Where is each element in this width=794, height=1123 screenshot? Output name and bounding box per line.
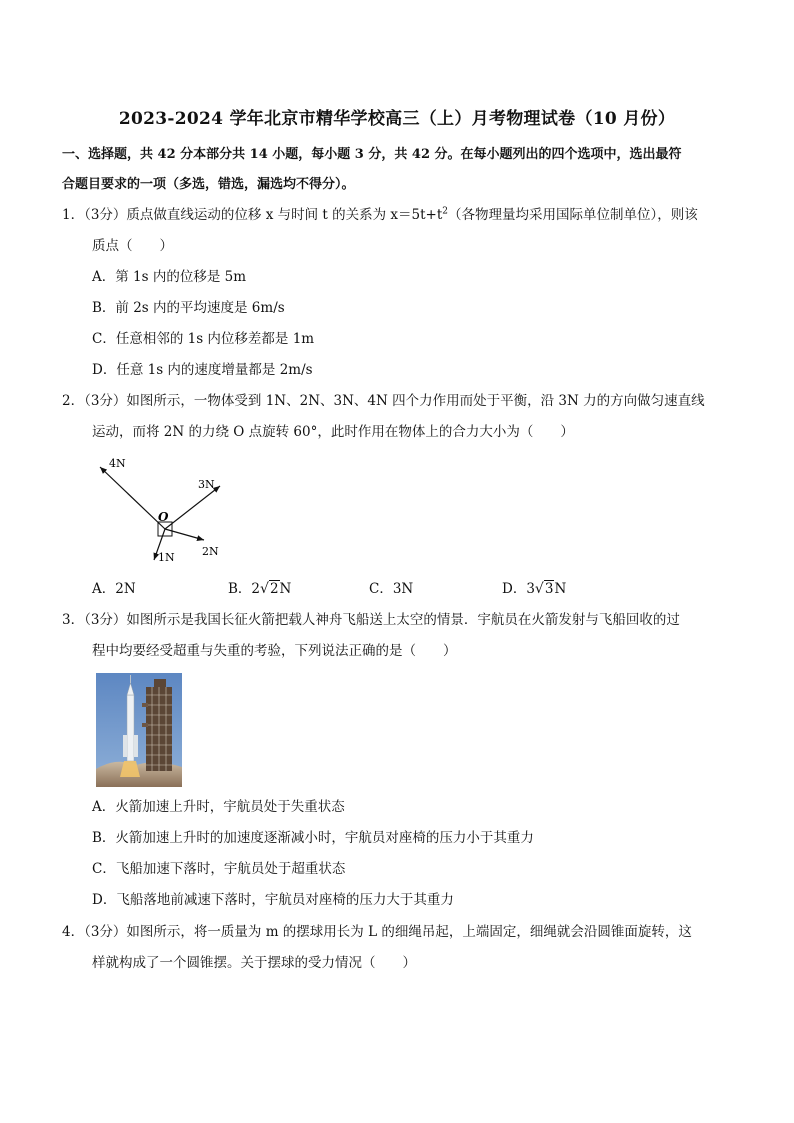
label-4n: 4N bbox=[109, 457, 126, 470]
q1-option-c[interactable]: C．任意相邻的 1s 内位移差都是 1m bbox=[92, 331, 315, 347]
section-heading-line1: 一、选择题，共 42 分本部分共 14 小题，每小题 3 分，共 42 分。在每小题列出的四个选项中，选出最符 bbox=[62, 147, 682, 162]
force-4n-arrow bbox=[100, 467, 165, 529]
q2-option-b[interactable] bbox=[228, 574, 291, 604]
q1-stem-text-end: （各物理量均采用国际单位制单位），则该 bbox=[448, 207, 698, 223]
q2-option-b-coef: B．2 bbox=[228, 581, 261, 597]
q3-option-b[interactable]: B．火箭加速上升时的加速度逐渐减小时，宇航员对座椅的压力小于其重力 bbox=[92, 830, 534, 846]
q2-option-d-radicand: 3 bbox=[544, 581, 554, 597]
q3-stem-line1: 3．（3分）如图所示是我国长征火箭把载人神舟飞船送上太空的情景．宇航员在火箭发射与飞船回收的过 bbox=[62, 612, 680, 628]
q1-option-a[interactable]: A．第 1s 内的位移是 5m bbox=[92, 269, 247, 285]
q2-option-d[interactable] bbox=[502, 574, 566, 604]
label-1n: 1N bbox=[158, 551, 175, 564]
q1-option-d[interactable]: D．任意 1s 内的速度增量都是 2m/s bbox=[92, 362, 313, 378]
q2-stem-line2: 运动，而将 2N 的力绕 O 点旋转 60°，此时作用在物体上的合力大小为（ ） bbox=[92, 424, 574, 440]
q1-stem-text: 1．（3分）质点做直线运动的位移 x 与时间 t 的关系为 x＝5t+t bbox=[62, 207, 443, 223]
q2-option-a[interactable]: A．2N bbox=[92, 581, 136, 597]
label-origin: O bbox=[158, 510, 169, 524]
section-heading bbox=[62, 140, 732, 200]
q3-option-d[interactable]: D．飞船落地前减速下落时，宇航员对座椅的压力大于其重力 bbox=[92, 892, 454, 908]
q2-stem-line1: 2．（3分）如图所示，一物体受到 1N、2N、3N、4N 四个力作用而处于平衡，沿 3N 力的方向做匀速直线 bbox=[62, 393, 705, 409]
q2-option-b-unit: N bbox=[279, 581, 292, 597]
q1-stem-line1 bbox=[62, 200, 732, 230]
sqrt-symbol: √3 bbox=[534, 581, 554, 597]
q2-option-d-unit: N bbox=[554, 581, 567, 597]
force-diagram bbox=[92, 448, 242, 572]
q3-stem-line2: 程中均要经受超重与失重的考验，下列说法正确的是（ ） bbox=[92, 643, 457, 659]
page-title: 2023-2024 学年北京市精华学校高三（上）月考物理试卷（10 月份） bbox=[118, 109, 676, 129]
rocket-launch-photo bbox=[96, 673, 182, 787]
q4-stem-line2: 样就构成了一个圆锥摆。关于摆球的受力情况（ ） bbox=[92, 955, 416, 971]
force-3n-arrow bbox=[165, 486, 220, 529]
q1-exponent: 2 bbox=[442, 206, 449, 217]
q3-option-c[interactable]: C．飞船加速下落时，宇航员处于超重状态 bbox=[92, 861, 346, 877]
q2-option-c[interactable]: C．3N bbox=[369, 581, 414, 597]
q2-option-d-coef: D．3 bbox=[502, 581, 535, 597]
force-2n-arrow bbox=[165, 529, 204, 540]
label-3n: 3N bbox=[198, 478, 215, 491]
label-2n: 2N bbox=[202, 545, 219, 558]
sqrt-symbol: √2 bbox=[260, 581, 279, 597]
q1-option-b[interactable]: B．前 2s 内的平均速度是 6m/s bbox=[92, 300, 285, 316]
q3-option-a[interactable]: A．火箭加速上升时，宇航员处于失重状态 bbox=[92, 799, 345, 815]
q2-option-b-radicand: 2 bbox=[269, 581, 279, 597]
section-heading-line2: 合题目要求的一项（多选，错选，漏选均不得分）。 bbox=[62, 177, 355, 192]
q4-stem-line1: 4．（3分）如图所示，将一质量为 m 的摆球用长为 L 的细绳吊起，上端固定，细绳就会沿圆锥面旋转，这 bbox=[62, 924, 692, 940]
q1-stem-line2: 质点（ ） bbox=[92, 238, 173, 254]
